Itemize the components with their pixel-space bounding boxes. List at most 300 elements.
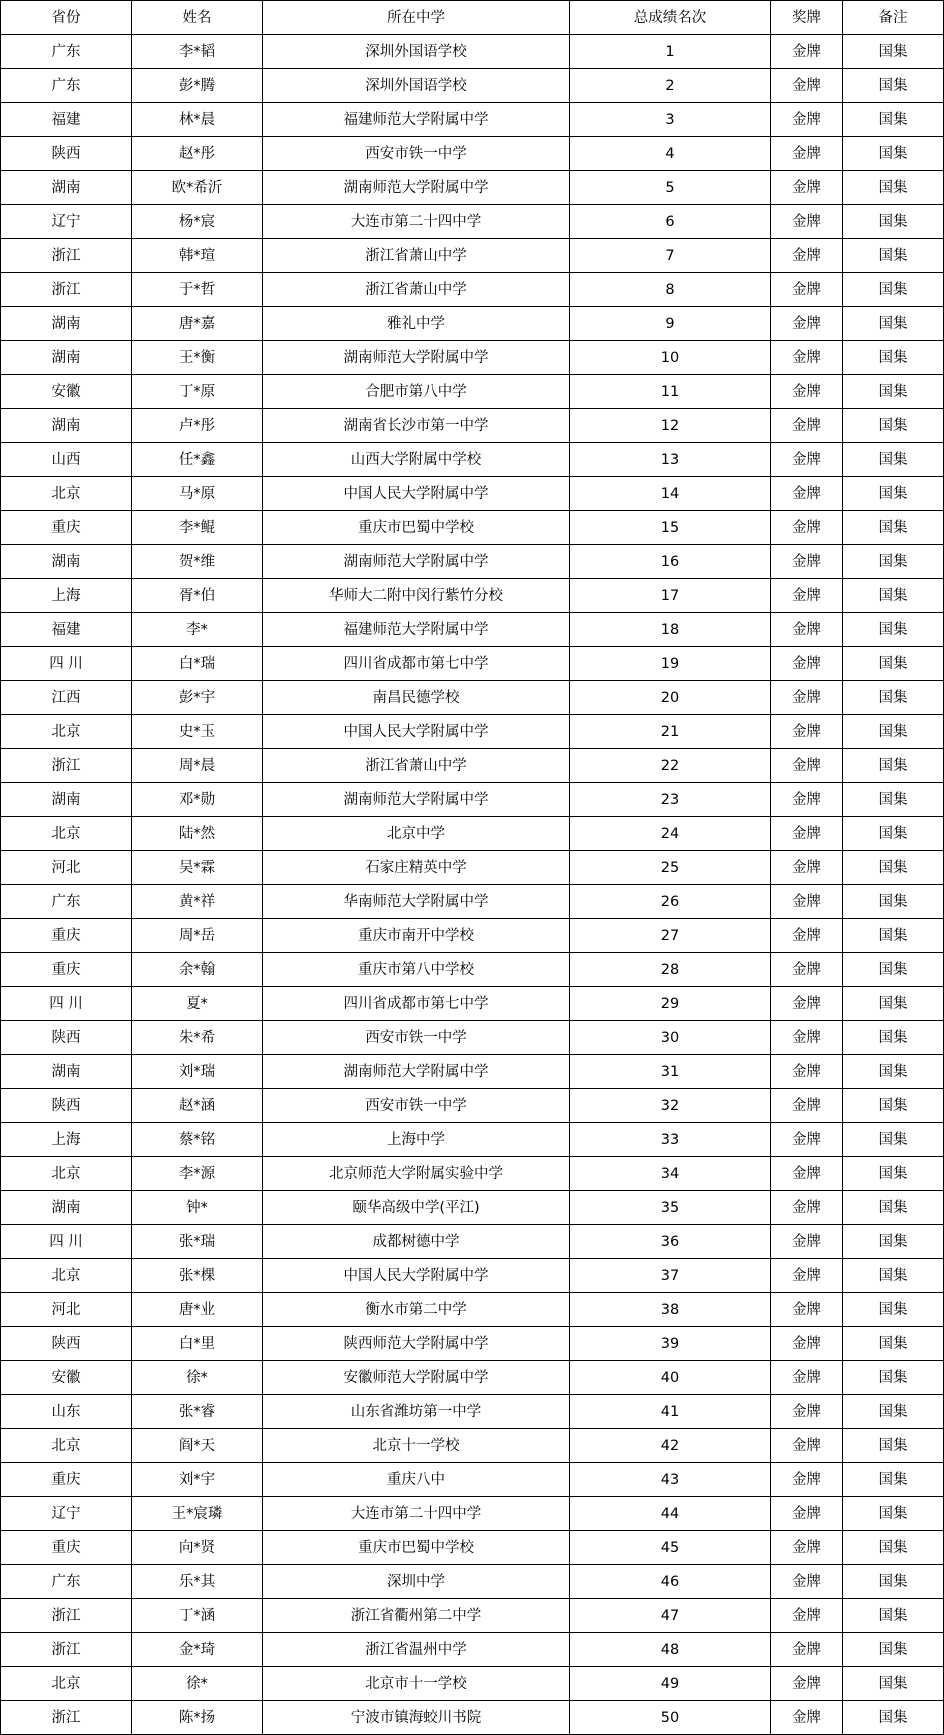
note-cell: 国集 [843, 307, 944, 341]
school-cell: 合肥市第八中学 [263, 375, 570, 409]
table-row [1, 1395, 944, 1429]
name-cell: 唐*嘉 [132, 307, 263, 341]
school-cell: 成都树德中学 [263, 1225, 570, 1259]
header-cell: 省份 [1, 1, 132, 35]
medal-cell: 金牌 [771, 511, 843, 545]
medal-cell: 金牌 [771, 307, 843, 341]
school-cell: 衡水市第二中学 [263, 1293, 570, 1327]
medal-cell: 金牌 [771, 647, 843, 681]
province-cell: 湖南 [1, 409, 132, 443]
table-row [1, 1225, 944, 1259]
school-cell: 深圳中学 [263, 1565, 570, 1599]
table-row [1, 1293, 944, 1327]
note-cell: 国集 [843, 1055, 944, 1089]
note-cell: 国集 [843, 205, 944, 239]
province-cell: 上海 [1, 1123, 132, 1157]
medal-cell: 金牌 [771, 919, 843, 953]
note-cell: 国集 [843, 1497, 944, 1531]
province-cell: 上海 [1, 579, 132, 613]
name-cell: 张*棵 [132, 1259, 263, 1293]
rank-cell: 31 [570, 1055, 771, 1089]
table-row [1, 171, 944, 205]
table-row [1, 1497, 944, 1531]
school-cell: 深圳外国语学校 [263, 69, 570, 103]
rank-cell: 11 [570, 375, 771, 409]
note-cell: 国集 [843, 851, 944, 885]
name-cell: 彭*宇 [132, 681, 263, 715]
name-cell: 马*原 [132, 477, 263, 511]
note-cell: 国集 [843, 1157, 944, 1191]
school-cell: 重庆市南开中学校 [263, 919, 570, 953]
rank-cell: 16 [570, 545, 771, 579]
name-cell: 周*岳 [132, 919, 263, 953]
name-cell: 陈*扬 [132, 1701, 263, 1735]
table-row [1, 341, 944, 375]
table-row [1, 35, 944, 69]
table-row [1, 953, 944, 987]
medal-cell: 金牌 [771, 1089, 843, 1123]
header-cell: 姓名 [132, 1, 263, 35]
table-row [1, 783, 944, 817]
province-cell: 北京 [1, 817, 132, 851]
school-cell: 大连市第二十四中学 [263, 205, 570, 239]
province-cell: 四 川 [1, 987, 132, 1021]
note-cell: 国集 [843, 171, 944, 205]
rank-cell: 37 [570, 1259, 771, 1293]
table-row [1, 307, 944, 341]
name-cell: 陆*然 [132, 817, 263, 851]
province-cell: 陕西 [1, 137, 132, 171]
medal-cell: 金牌 [771, 1157, 843, 1191]
name-cell: 任*鑫 [132, 443, 263, 477]
rank-cell: 28 [570, 953, 771, 987]
school-cell: 湖南省长沙市第一中学 [263, 409, 570, 443]
name-cell: 贺*维 [132, 545, 263, 579]
name-cell: 丁*涵 [132, 1599, 263, 1633]
school-cell: 福建师范大学附属中学 [263, 103, 570, 137]
medal-cell: 金牌 [771, 1123, 843, 1157]
name-cell: 林*晨 [132, 103, 263, 137]
note-cell: 国集 [843, 1123, 944, 1157]
school-cell: 中国人民大学附属中学 [263, 1259, 570, 1293]
medal-cell: 金牌 [771, 1395, 843, 1429]
rank-cell: 2 [570, 69, 771, 103]
province-cell: 湖南 [1, 171, 132, 205]
medal-cell: 金牌 [771, 1599, 843, 1633]
province-cell: 北京 [1, 1429, 132, 1463]
name-cell: 史*玉 [132, 715, 263, 749]
table-row [1, 1633, 944, 1667]
medal-cell: 金牌 [771, 1055, 843, 1089]
table-row [1, 579, 944, 613]
rank-cell: 12 [570, 409, 771, 443]
rank-cell: 43 [570, 1463, 771, 1497]
rank-cell: 36 [570, 1225, 771, 1259]
name-cell: 刘*宇 [132, 1463, 263, 1497]
name-cell: 阎*天 [132, 1429, 263, 1463]
name-cell: 向*贤 [132, 1531, 263, 1565]
rank-cell: 29 [570, 987, 771, 1021]
school-cell: 宁波市镇海蛟川书院 [263, 1701, 570, 1735]
province-cell: 浙江 [1, 273, 132, 307]
table-row [1, 205, 944, 239]
note-cell: 国集 [843, 817, 944, 851]
table-row [1, 1463, 944, 1497]
province-cell: 湖南 [1, 307, 132, 341]
school-cell: 中国人民大学附属中学 [263, 477, 570, 511]
school-cell: 安徽师范大学附属中学 [263, 1361, 570, 1395]
medal-cell: 金牌 [771, 1701, 843, 1735]
name-cell: 邓*勋 [132, 783, 263, 817]
name-cell: 徐* [132, 1361, 263, 1395]
rank-cell: 44 [570, 1497, 771, 1531]
note-cell: 国集 [843, 681, 944, 715]
medal-cell: 金牌 [771, 1259, 843, 1293]
table-row [1, 1191, 944, 1225]
province-cell: 广东 [1, 35, 132, 69]
note-cell: 国集 [843, 783, 944, 817]
rank-cell: 22 [570, 749, 771, 783]
school-cell: 中国人民大学附属中学 [263, 715, 570, 749]
medal-cell: 金牌 [771, 375, 843, 409]
rank-cell: 18 [570, 613, 771, 647]
province-cell: 湖南 [1, 1191, 132, 1225]
school-cell: 四川省成都市第七中学 [263, 987, 570, 1021]
note-cell: 国集 [843, 545, 944, 579]
medal-cell: 金牌 [771, 1361, 843, 1395]
medal-cell: 金牌 [771, 273, 843, 307]
province-cell: 北京 [1, 1157, 132, 1191]
school-cell: 浙江省衢州第二中学 [263, 1599, 570, 1633]
rank-cell: 15 [570, 511, 771, 545]
note-cell: 国集 [843, 715, 944, 749]
province-cell: 重庆 [1, 919, 132, 953]
rank-cell: 3 [570, 103, 771, 137]
name-cell: 韩*瑄 [132, 239, 263, 273]
medal-cell: 金牌 [771, 749, 843, 783]
medal-cell: 金牌 [771, 1429, 843, 1463]
province-cell: 广东 [1, 1565, 132, 1599]
table-row [1, 715, 944, 749]
medal-cell: 金牌 [771, 69, 843, 103]
table-row [1, 1327, 944, 1361]
name-cell: 于*哲 [132, 273, 263, 307]
header-cell: 备注 [843, 1, 944, 35]
medal-cell: 金牌 [771, 443, 843, 477]
province-cell: 重庆 [1, 953, 132, 987]
note-cell: 国集 [843, 1293, 944, 1327]
table-row [1, 1429, 944, 1463]
medal-cell: 金牌 [771, 851, 843, 885]
province-cell: 重庆 [1, 511, 132, 545]
province-cell: 浙江 [1, 1633, 132, 1667]
province-cell: 陕西 [1, 1089, 132, 1123]
note-cell: 国集 [843, 137, 944, 171]
rank-cell: 38 [570, 1293, 771, 1327]
medal-cell: 金牌 [771, 1531, 843, 1565]
header-cell: 奖牌 [771, 1, 843, 35]
note-cell: 国集 [843, 987, 944, 1021]
table-row [1, 1701, 944, 1735]
medal-cell: 金牌 [771, 1191, 843, 1225]
name-cell: 丁*原 [132, 375, 263, 409]
table-row [1, 647, 944, 681]
note-cell: 国集 [843, 69, 944, 103]
table-row [1, 511, 944, 545]
name-cell: 吴*霖 [132, 851, 263, 885]
school-cell: 北京师范大学附属实验中学 [263, 1157, 570, 1191]
note-cell: 国集 [843, 919, 944, 953]
rank-cell: 47 [570, 1599, 771, 1633]
rank-cell: 9 [570, 307, 771, 341]
rank-cell: 6 [570, 205, 771, 239]
rank-cell: 41 [570, 1395, 771, 1429]
medal-cell: 金牌 [771, 239, 843, 273]
rank-cell: 25 [570, 851, 771, 885]
rank-cell: 26 [570, 885, 771, 919]
rank-cell: 4 [570, 137, 771, 171]
name-cell: 李*韬 [132, 35, 263, 69]
school-cell: 浙江省萧山中学 [263, 273, 570, 307]
medal-cell: 金牌 [771, 103, 843, 137]
rank-cell: 45 [570, 1531, 771, 1565]
province-cell: 山西 [1, 443, 132, 477]
province-cell: 辽宁 [1, 1497, 132, 1531]
school-cell: 南昌民德学校 [263, 681, 570, 715]
table-row [1, 987, 944, 1021]
school-cell: 陕西师范大学附属中学 [263, 1327, 570, 1361]
rank-cell: 39 [570, 1327, 771, 1361]
province-cell: 浙江 [1, 1599, 132, 1633]
note-cell: 国集 [843, 1361, 944, 1395]
province-cell: 浙江 [1, 749, 132, 783]
name-cell: 白*瑞 [132, 647, 263, 681]
medal-cell: 金牌 [771, 817, 843, 851]
province-cell: 四 川 [1, 647, 132, 681]
note-cell: 国集 [843, 409, 944, 443]
school-cell: 重庆市第八中学校 [263, 953, 570, 987]
name-cell: 夏* [132, 987, 263, 1021]
medal-cell: 金牌 [771, 1327, 843, 1361]
table-row [1, 103, 944, 137]
school-cell: 山东省潍坊第一中学 [263, 1395, 570, 1429]
medal-cell: 金牌 [771, 137, 843, 171]
school-cell: 石家庄精英中学 [263, 851, 570, 885]
table-row [1, 749, 944, 783]
table-row [1, 613, 944, 647]
province-cell: 广东 [1, 69, 132, 103]
note-cell: 国集 [843, 375, 944, 409]
province-cell: 湖南 [1, 341, 132, 375]
medal-cell: 金牌 [771, 987, 843, 1021]
name-cell: 王*衡 [132, 341, 263, 375]
school-cell: 浙江省萧山中学 [263, 239, 570, 273]
rank-cell: 21 [570, 715, 771, 749]
medal-cell: 金牌 [771, 205, 843, 239]
note-cell: 国集 [843, 885, 944, 919]
table-row [1, 1667, 944, 1701]
rank-cell: 42 [570, 1429, 771, 1463]
note-cell: 国集 [843, 1463, 944, 1497]
school-cell: 四川省成都市第七中学 [263, 647, 570, 681]
school-cell: 浙江省萧山中学 [263, 749, 570, 783]
table-row [1, 1599, 944, 1633]
name-cell: 徐* [132, 1667, 263, 1701]
name-cell: 李*源 [132, 1157, 263, 1191]
rank-cell: 27 [570, 919, 771, 953]
name-cell: 刘*瑞 [132, 1055, 263, 1089]
medal-cell: 金牌 [771, 579, 843, 613]
medal-cell: 金牌 [771, 1667, 843, 1701]
school-cell: 西安市铁一中学 [263, 1021, 570, 1055]
medal-cell: 金牌 [771, 1633, 843, 1667]
province-cell: 陕西 [1, 1327, 132, 1361]
note-cell: 国集 [843, 1259, 944, 1293]
note-cell: 国集 [843, 1191, 944, 1225]
school-cell: 深圳外国语学校 [263, 35, 570, 69]
medal-cell: 金牌 [771, 715, 843, 749]
rank-cell: 49 [570, 1667, 771, 1701]
school-cell: 山西大学附属中学校 [263, 443, 570, 477]
name-cell: 蔡*铭 [132, 1123, 263, 1157]
table-row [1, 1123, 944, 1157]
name-cell: 乐*其 [132, 1565, 263, 1599]
table-row [1, 545, 944, 579]
note-cell: 国集 [843, 579, 944, 613]
school-cell: 西安市铁一中学 [263, 1089, 570, 1123]
name-cell: 彭*腾 [132, 69, 263, 103]
name-cell: 李* [132, 613, 263, 647]
name-cell: 欧*希沂 [132, 171, 263, 205]
province-cell: 山东 [1, 1395, 132, 1429]
note-cell: 国集 [843, 239, 944, 273]
school-cell: 湖南师范大学附属中学 [263, 171, 570, 205]
province-cell: 浙江 [1, 239, 132, 273]
province-cell: 安徽 [1, 1361, 132, 1395]
note-cell: 国集 [843, 1429, 944, 1463]
note-cell: 国集 [843, 1599, 944, 1633]
note-cell: 国集 [843, 341, 944, 375]
name-cell: 王*宸璘 [132, 1497, 263, 1531]
note-cell: 国集 [843, 477, 944, 511]
province-cell: 安徽 [1, 375, 132, 409]
note-cell: 国集 [843, 511, 944, 545]
medal-cell: 金牌 [771, 1293, 843, 1327]
medal-cell: 金牌 [771, 545, 843, 579]
school-cell: 颐华高级中学(平江) [263, 1191, 570, 1225]
note-cell: 国集 [843, 103, 944, 137]
table-row [1, 1361, 944, 1395]
school-cell: 华南师范大学附属中学 [263, 885, 570, 919]
table-row [1, 239, 944, 273]
table-row [1, 477, 944, 511]
table-row [1, 851, 944, 885]
rank-cell: 34 [570, 1157, 771, 1191]
table-row [1, 137, 944, 171]
rank-cell: 1 [570, 35, 771, 69]
school-cell: 华师大二附中闵行紫竹分校 [263, 579, 570, 613]
province-cell: 陕西 [1, 1021, 132, 1055]
rank-cell: 14 [570, 477, 771, 511]
province-cell: 辽宁 [1, 205, 132, 239]
medal-cell: 金牌 [771, 409, 843, 443]
rank-cell: 30 [570, 1021, 771, 1055]
header-cell: 所在中学 [263, 1, 570, 35]
note-cell: 国集 [843, 1327, 944, 1361]
medal-cell: 金牌 [771, 35, 843, 69]
name-cell: 张*睿 [132, 1395, 263, 1429]
note-cell: 国集 [843, 749, 944, 783]
rank-cell: 35 [570, 1191, 771, 1225]
table-row [1, 919, 944, 953]
rank-cell: 13 [570, 443, 771, 477]
note-cell: 国集 [843, 1701, 944, 1735]
medal-cell: 金牌 [771, 783, 843, 817]
school-cell: 重庆八中 [263, 1463, 570, 1497]
note-cell: 国集 [843, 1225, 944, 1259]
province-cell: 河北 [1, 1293, 132, 1327]
province-cell: 四 川 [1, 1225, 132, 1259]
name-cell: 赵*彤 [132, 137, 263, 171]
province-cell: 北京 [1, 477, 132, 511]
table-row [1, 409, 944, 443]
note-cell: 国集 [843, 35, 944, 69]
school-cell: 湖南师范大学附属中学 [263, 545, 570, 579]
note-cell: 国集 [843, 1633, 944, 1667]
name-cell: 白*里 [132, 1327, 263, 1361]
medal-cell: 金牌 [771, 1021, 843, 1055]
name-cell: 朱*希 [132, 1021, 263, 1055]
rank-cell: 10 [570, 341, 771, 375]
rank-cell: 32 [570, 1089, 771, 1123]
medal-cell: 金牌 [771, 1225, 843, 1259]
name-cell: 钟* [132, 1191, 263, 1225]
note-cell: 国集 [843, 953, 944, 987]
table-row [1, 1021, 944, 1055]
note-cell: 国集 [843, 1531, 944, 1565]
name-cell: 余*翰 [132, 953, 263, 987]
table-row [1, 1259, 944, 1293]
note-cell: 国集 [843, 443, 944, 477]
name-cell: 卢*彤 [132, 409, 263, 443]
province-cell: 湖南 [1, 783, 132, 817]
province-cell: 江西 [1, 681, 132, 715]
name-cell: 赵*涵 [132, 1089, 263, 1123]
school-cell: 浙江省温州中学 [263, 1633, 570, 1667]
school-cell: 湖南师范大学附属中学 [263, 783, 570, 817]
school-cell: 北京市十一学校 [263, 1667, 570, 1701]
school-cell: 北京中学 [263, 817, 570, 851]
note-cell: 国集 [843, 1395, 944, 1429]
school-cell: 重庆市巴蜀中学校 [263, 511, 570, 545]
school-cell: 重庆市巴蜀中学校 [263, 1531, 570, 1565]
medal-cell: 金牌 [771, 953, 843, 987]
header-cell: 总成绩名次 [570, 1, 771, 35]
table-row [1, 443, 944, 477]
province-cell: 浙江 [1, 1701, 132, 1735]
table-row [1, 375, 944, 409]
rank-cell: 5 [570, 171, 771, 205]
medal-cell: 金牌 [771, 1565, 843, 1599]
province-cell: 北京 [1, 1259, 132, 1293]
rank-cell: 40 [570, 1361, 771, 1395]
school-cell: 湖南师范大学附属中学 [263, 341, 570, 375]
name-cell: 黄*祥 [132, 885, 263, 919]
rank-cell: 19 [570, 647, 771, 681]
table-row [1, 1157, 944, 1191]
school-cell: 雅礼中学 [263, 307, 570, 341]
table-row [1, 1531, 944, 1565]
